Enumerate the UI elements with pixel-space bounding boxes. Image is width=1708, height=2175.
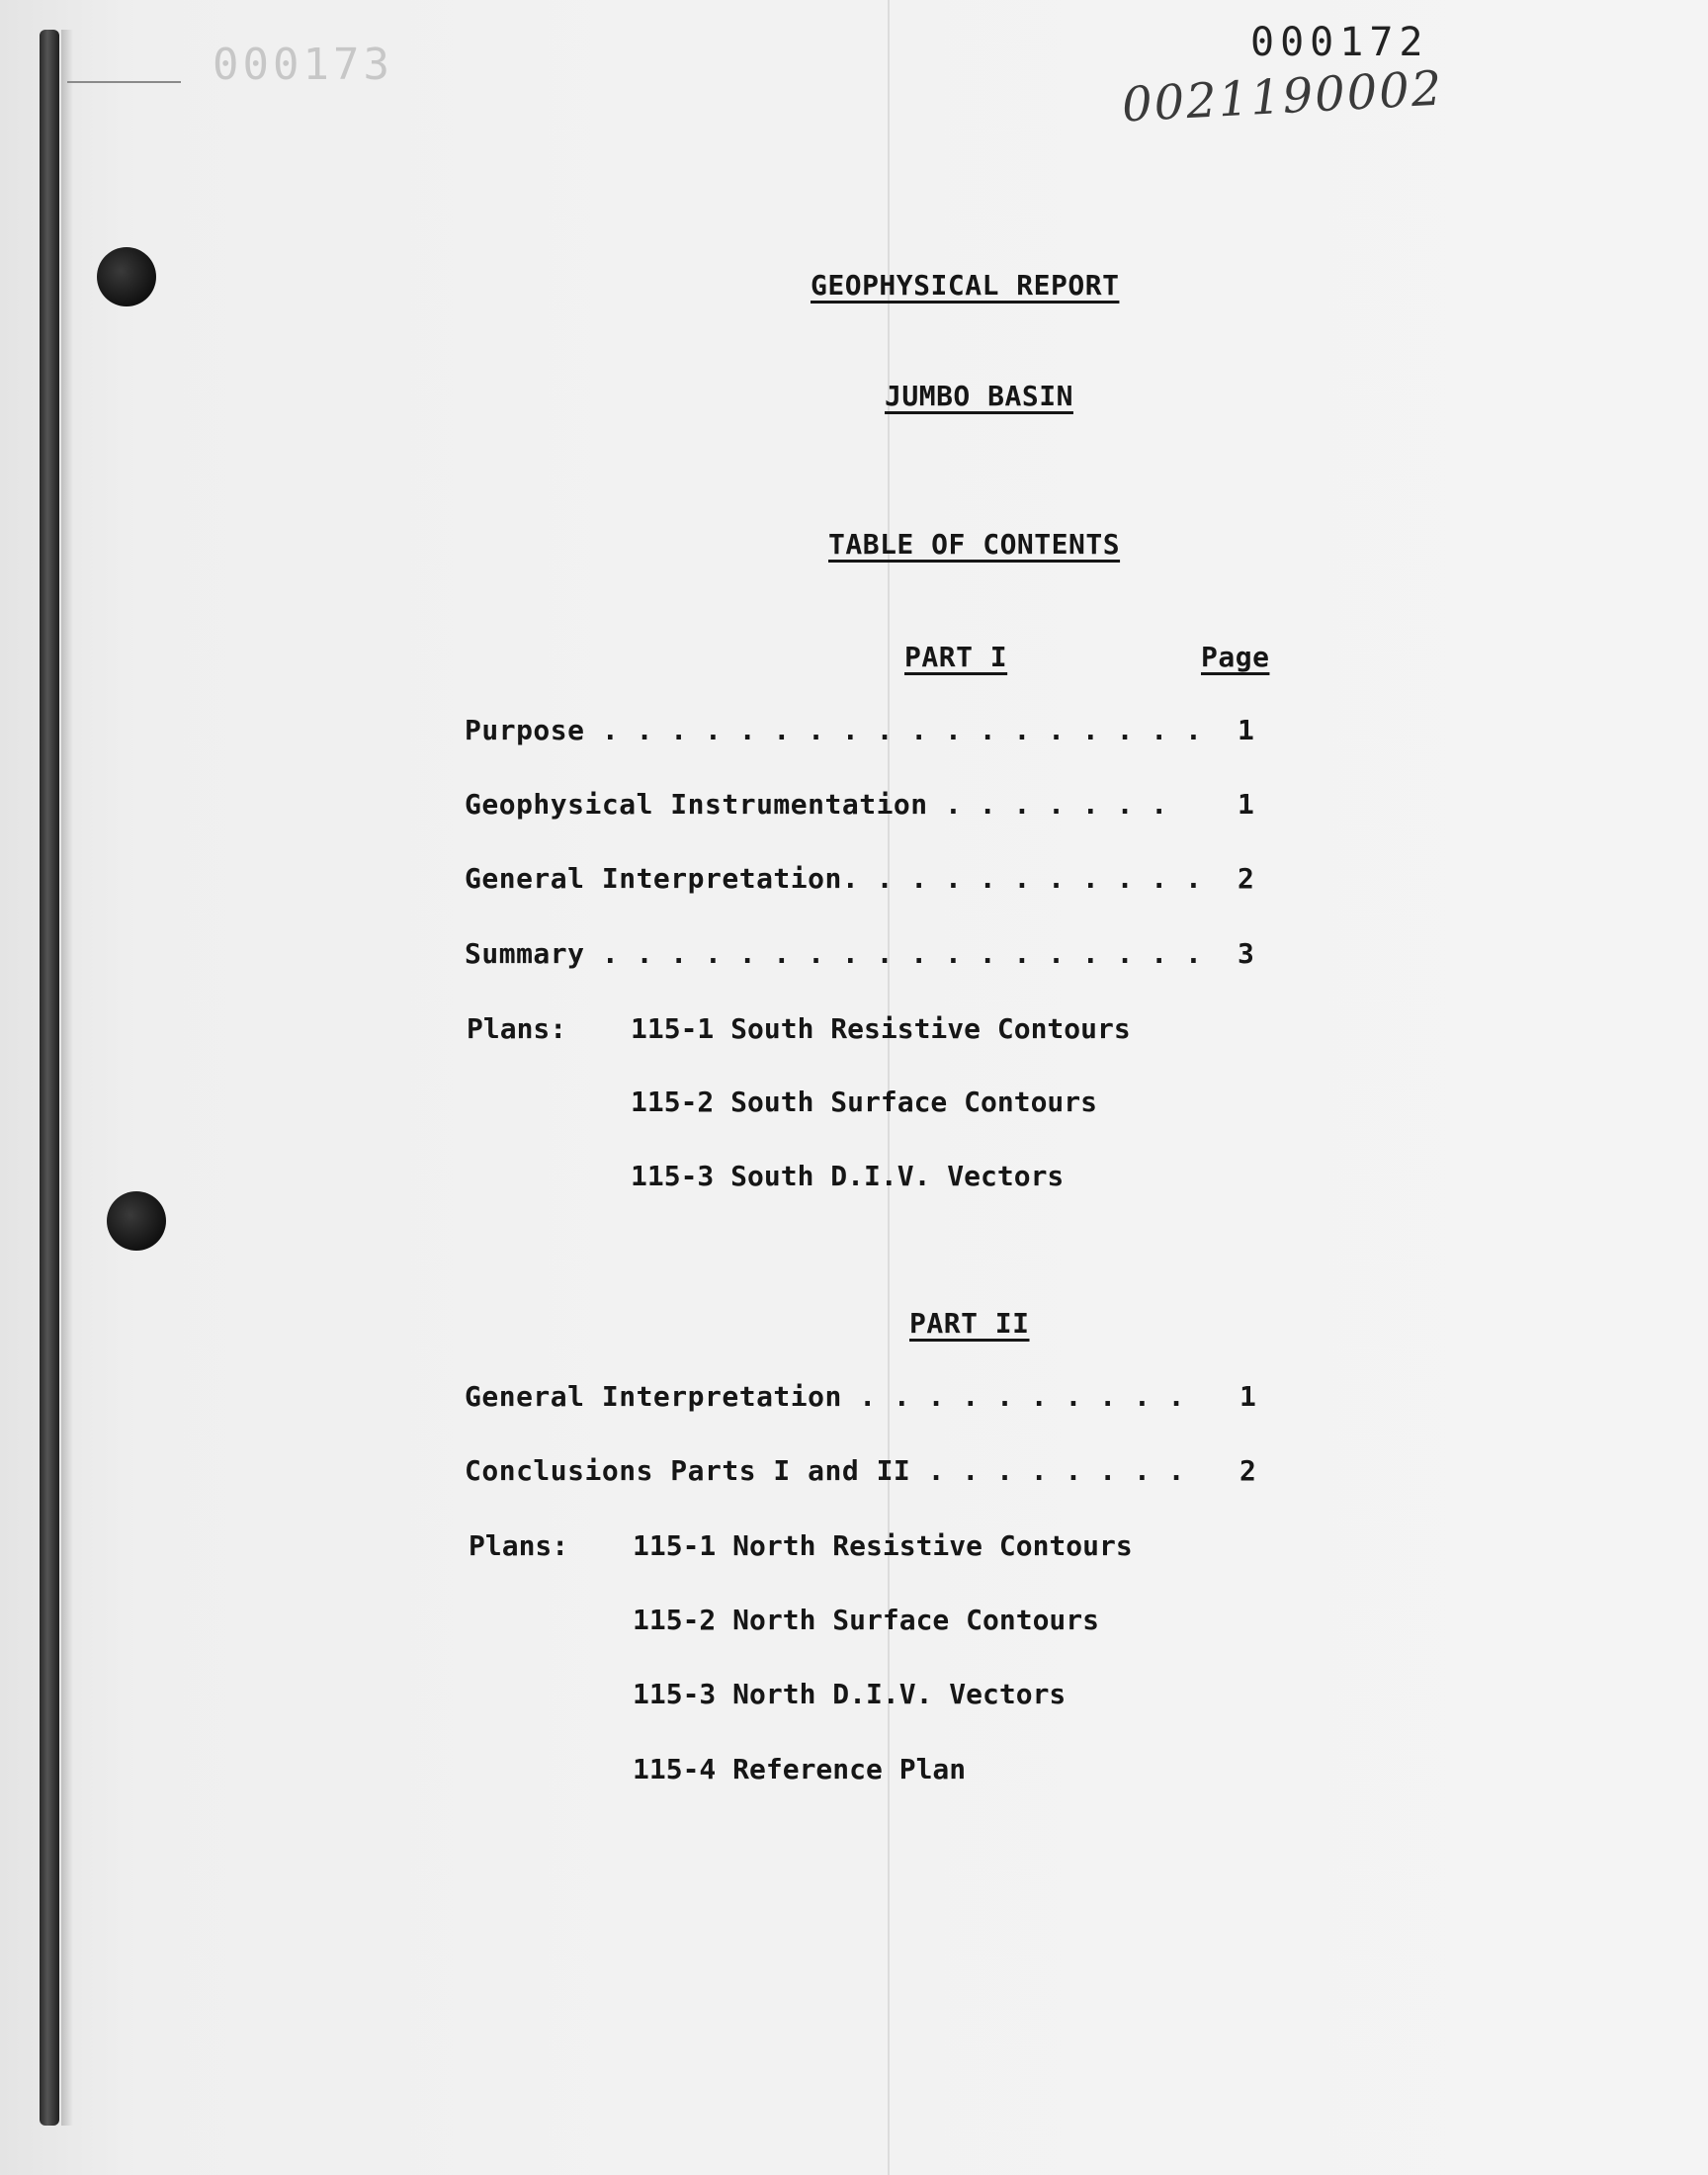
plan-item: 115-3 North D.I.V. Vectors — [633, 1678, 1067, 1710]
binder-bar — [40, 30, 59, 2126]
handwritten-number: 0021190002 — [1120, 60, 1445, 133]
toc-entry-general-interpretation-2: General Interpretation . . . . . . . . . . — [465, 1380, 1186, 1413]
plan-item: 115-2 North Surface Contours — [633, 1604, 1100, 1636]
toc-page-number: 2 — [1238, 862, 1254, 895]
toc-page-number: 1 — [1238, 788, 1254, 821]
toc-entry-instrumentation: Geophysical Instrumentation . . . . . . . — [465, 788, 1168, 821]
part2-heading: PART II — [909, 1307, 1030, 1340]
toc-entry-conclusions: Conclusions Parts I and II . . . . . . . . — [465, 1454, 1186, 1487]
toc-page-number: 3 — [1238, 937, 1254, 970]
toc-entry-general-interpretation: General Interpretation. . . . . . . . . . . — [465, 862, 1203, 895]
toc-entry-purpose: Purpose . . . . . . . . . . . . . . . . . . — [465, 714, 1203, 746]
document-stamp-number: 000172 — [1250, 20, 1429, 65]
plans-label-part1: Plans: — [467, 1012, 567, 1045]
toc-page-number: 1 — [1238, 714, 1254, 746]
toc-page-number: 2 — [1239, 1454, 1256, 1487]
faint-stamp-number: 000173 — [213, 40, 393, 90]
toc-page-number: 1 — [1239, 1380, 1256, 1413]
report-title: GEOPHYSICAL REPORT — [811, 269, 1120, 302]
toc-heading: TABLE OF CONTENTS — [828, 528, 1121, 561]
pencil-mark — [67, 81, 181, 83]
plan-item: 115-4 Reference Plan — [633, 1753, 967, 1785]
part1-heading: PART I — [904, 641, 1008, 673]
report-subtitle: JUMBO BASIN — [885, 380, 1073, 412]
plan-item: 115-2 South Surface Contours — [631, 1086, 1098, 1118]
binder-shadow — [61, 30, 73, 2126]
punch-hole-bottom — [107, 1191, 166, 1251]
plan-item: 115-1 North Resistive Contours — [633, 1529, 1133, 1562]
plan-item: 115-1 South Resistive Contours — [631, 1012, 1131, 1045]
toc-entry-summary: Summary . . . . . . . . . . . . . . . . . . — [465, 937, 1203, 970]
plan-item: 115-3 South D.I.V. Vectors — [631, 1160, 1065, 1192]
page-column-heading: Page — [1201, 641, 1270, 673]
punch-hole-top — [97, 247, 156, 306]
plans-label-part2: Plans: — [469, 1529, 569, 1562]
